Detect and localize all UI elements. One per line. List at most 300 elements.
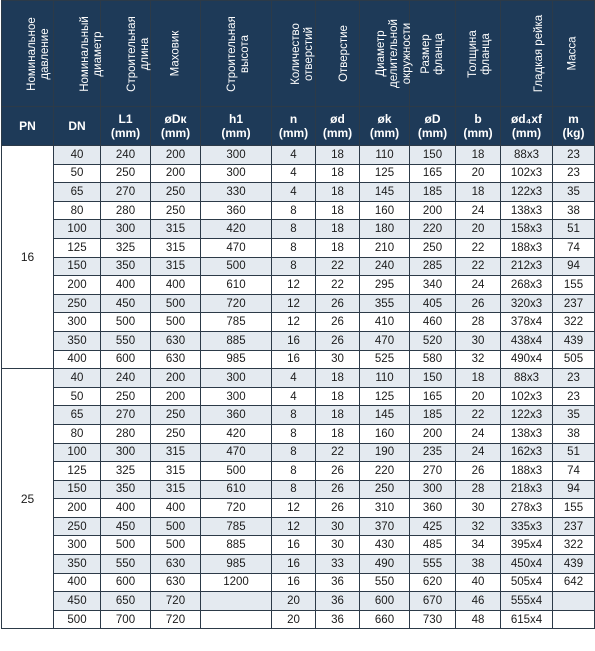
table-cell: 438x4 <box>501 331 553 350</box>
table-cell: 425 <box>410 517 456 536</box>
table-cell: 450 <box>54 592 101 611</box>
table-cell: 4 <box>272 164 316 183</box>
table-cell: 74 <box>553 462 595 481</box>
table-cell: 35 <box>553 183 595 202</box>
table-cell: 500 <box>151 517 201 536</box>
table-cell: 500 <box>151 313 201 332</box>
table-cell: 200 <box>410 424 456 443</box>
table-cell: 500 <box>201 257 272 276</box>
table-cell: 250 <box>151 183 201 202</box>
table-cell: 200 <box>54 276 101 295</box>
table-cell: 270 <box>101 183 151 202</box>
table-cell: 322 <box>553 313 595 332</box>
table-cell: 555 <box>410 555 456 574</box>
col-header-l1: Строительная длина <box>101 1 151 107</box>
pressure-cell: 25 <box>2 369 54 629</box>
table-cell: 74 <box>553 238 595 257</box>
table-cell: 18 <box>316 201 360 220</box>
table-cell: 500 <box>101 536 151 555</box>
col-header-d: Отверстие <box>316 1 360 107</box>
table-cell: 200 <box>54 499 101 518</box>
symbol-dk: øDк (mm) <box>151 107 201 146</box>
table-cell: 16 <box>272 555 316 574</box>
table-row <box>2 350 595 369</box>
table-cell: 18 <box>316 183 360 202</box>
table-cell: 138x3 <box>501 424 553 443</box>
table-row <box>2 462 595 481</box>
table-cell: 439 <box>553 331 595 350</box>
table-cell: 165 <box>410 387 456 406</box>
table-cell: 102x3 <box>501 164 553 183</box>
table-row <box>2 424 595 443</box>
table-cell: 12 <box>272 499 316 518</box>
table-cell: 35 <box>553 406 595 425</box>
table-row <box>2 610 595 629</box>
table-cell: 88x3 <box>501 146 553 165</box>
table-cell: 20 <box>272 592 316 611</box>
table-cell: 490x4 <box>501 350 553 369</box>
table-cell: 350 <box>101 257 151 276</box>
table-cell: 405 <box>410 294 456 313</box>
table-cell: 720 <box>151 610 201 629</box>
table-cell: 38 <box>456 555 501 574</box>
col-header-h1: Строительная высота <box>201 1 272 107</box>
table-cell: 550 <box>360 573 410 592</box>
table-cell: 985 <box>201 350 272 369</box>
table-cell: 885 <box>201 331 272 350</box>
table-row <box>2 592 595 611</box>
table-cell: 378x4 <box>501 313 553 332</box>
table-cell: 360 <box>410 499 456 518</box>
table-cell: 22 <box>456 406 501 425</box>
table-cell: 122x3 <box>501 183 553 202</box>
table-cell: 700 <box>101 610 151 629</box>
table-cell: 30 <box>316 536 360 555</box>
table-cell: 430 <box>360 536 410 555</box>
table-cell: 4 <box>272 146 316 165</box>
table-cell: 300 <box>54 313 101 332</box>
table-cell: 220 <box>360 462 410 481</box>
table-cell: 34 <box>456 536 501 555</box>
table-cell: 505 <box>553 350 595 369</box>
table-row <box>2 313 595 332</box>
table-cell: 785 <box>201 517 272 536</box>
table-cell: 8 <box>272 443 316 462</box>
table-cell: 270 <box>101 406 151 425</box>
table-cell: 300 <box>201 369 272 388</box>
table-cell: 630 <box>151 350 201 369</box>
symbol-D: øD (mm) <box>410 107 456 146</box>
table-cell: 450x4 <box>501 555 553 574</box>
table-cell: 420 <box>201 220 272 239</box>
table-cell: 110 <box>360 369 410 388</box>
table-cell: 16 <box>272 536 316 555</box>
table-cell: 155 <box>553 499 595 518</box>
table-cell: 285 <box>410 257 456 276</box>
col-header-b: Толщина фланца <box>456 1 501 107</box>
table-cell: 20 <box>456 164 501 183</box>
table-cell: 8 <box>272 257 316 276</box>
symbol-pn: PN <box>2 107 54 146</box>
table-cell: 280 <box>101 424 151 443</box>
table-row <box>2 573 595 592</box>
table-cell: 490 <box>360 555 410 574</box>
col-header-df: Гладкая рейка <box>501 1 553 107</box>
table-cell: 50 <box>54 387 101 406</box>
table-cell: 610 <box>201 276 272 295</box>
table-cell: 315 <box>151 443 201 462</box>
table-cell: 310 <box>360 499 410 518</box>
table-cell: 46 <box>456 592 501 611</box>
table-cell: 22 <box>316 276 360 295</box>
table-cell: 250 <box>101 164 151 183</box>
table-cell: 237 <box>553 294 595 313</box>
table-cell: 315 <box>151 238 201 257</box>
table-cell: 138x3 <box>501 201 553 220</box>
table-cell: 300 <box>201 146 272 165</box>
table-cell: 100 <box>54 220 101 239</box>
col-header-pn: Номинальное давление <box>2 1 54 107</box>
table-cell: 80 <box>54 424 101 443</box>
table-cell: 250 <box>151 424 201 443</box>
table-cell: 200 <box>410 201 456 220</box>
table-cell: 30 <box>316 517 360 536</box>
table-cell: 38 <box>553 201 595 220</box>
table-cell: 278x3 <box>501 499 553 518</box>
table-cell: 51 <box>553 220 595 239</box>
table-cell: 785 <box>201 313 272 332</box>
table-cell: 24 <box>456 276 501 295</box>
table-cell: 322 <box>553 536 595 555</box>
table-cell: 36 <box>316 592 360 611</box>
table-cell: 340 <box>410 276 456 295</box>
table-cell: 300 <box>201 387 272 406</box>
table-cell: 188x3 <box>501 462 553 481</box>
table-cell: 450 <box>101 517 151 536</box>
table-cell: 268x3 <box>501 276 553 295</box>
table-cell: 400 <box>54 350 101 369</box>
table-cell: 350 <box>54 331 101 350</box>
table-cell: 500 <box>101 313 151 332</box>
table-cell: 730 <box>410 610 456 629</box>
table-cell: 439 <box>553 555 595 574</box>
table-body <box>2 146 595 629</box>
table-cell: 220 <box>410 220 456 239</box>
table-cell: 600 <box>101 350 151 369</box>
table-cell: 150 <box>410 146 456 165</box>
table-cell: 985 <box>201 555 272 574</box>
table-cell: 885 <box>201 536 272 555</box>
table-cell: 150 <box>410 369 456 388</box>
table-cell: 30 <box>316 350 360 369</box>
table-cell: 355 <box>360 294 410 313</box>
table-cell: 26 <box>316 480 360 499</box>
table-cell: 300 <box>410 480 456 499</box>
table-cell: 185 <box>410 183 456 202</box>
table-cell: 615x4 <box>501 610 553 629</box>
table-cell: 36 <box>316 610 360 629</box>
table-cell: 22 <box>456 257 501 276</box>
table-cell: 65 <box>54 183 101 202</box>
table-cell: 18 <box>456 369 501 388</box>
table-cell: 8 <box>272 480 316 499</box>
table-cell: 670 <box>410 592 456 611</box>
table-cell: 18 <box>316 387 360 406</box>
table-cell: 250 <box>151 201 201 220</box>
table-cell: 315 <box>151 462 201 481</box>
table-row <box>2 220 595 239</box>
table-cell: 235 <box>410 443 456 462</box>
col-header-dk: Маховик <box>151 1 201 107</box>
table-cell: 642 <box>553 573 595 592</box>
table-cell: 23 <box>553 387 595 406</box>
symbol-df: ød₄xf (mm) <box>501 107 553 146</box>
table-cell: 18 <box>316 369 360 388</box>
symbol-m: m (kg) <box>553 107 595 146</box>
table-cell: 23 <box>553 164 595 183</box>
symbol-h1: h1 (mm) <box>201 107 272 146</box>
table-cell: 400 <box>101 499 151 518</box>
table-cell: 80 <box>54 201 101 220</box>
table-cell: 470 <box>201 238 272 257</box>
table-cell: 330 <box>201 183 272 202</box>
valve-dimensions-table <box>1 0 595 629</box>
table-cell: 320x3 <box>501 294 553 313</box>
table-cell: 250 <box>101 387 151 406</box>
table-cell: 102x3 <box>501 387 553 406</box>
table-cell: 20 <box>456 220 501 239</box>
table-cell: 26 <box>456 462 501 481</box>
table-cell: 12 <box>272 276 316 295</box>
table-cell: 65 <box>54 406 101 425</box>
table-cell: 550 <box>101 331 151 350</box>
table-cell: 500 <box>201 462 272 481</box>
table-cell: 300 <box>101 443 151 462</box>
table-cell: 51 <box>553 443 595 462</box>
table-cell: 36 <box>316 573 360 592</box>
table-cell: 94 <box>553 480 595 499</box>
table-cell: 16 <box>272 331 316 350</box>
table-cell: 18 <box>316 220 360 239</box>
table-cell: 325 <box>101 238 151 257</box>
table-cell: 460 <box>410 313 456 332</box>
table-cell: 28 <box>456 313 501 332</box>
symbol-d: ød (mm) <box>316 107 360 146</box>
table-cell: 26 <box>456 294 501 313</box>
table-cell: 48 <box>456 610 501 629</box>
table-cell: 500 <box>151 536 201 555</box>
table-cell: 250 <box>410 238 456 257</box>
table-cell: 125 <box>54 238 101 257</box>
table-cell: 23 <box>553 146 595 165</box>
table-cell: 4 <box>272 369 316 388</box>
table-cell: 33 <box>316 555 360 574</box>
table-cell: 400 <box>54 573 101 592</box>
table-row <box>2 257 595 276</box>
table-cell: 360 <box>201 406 272 425</box>
table-cell: 630 <box>151 555 201 574</box>
table-cell: 26 <box>316 294 360 313</box>
table-row <box>2 387 595 406</box>
symbol-b: b (mm) <box>456 107 501 146</box>
table-cell: 8 <box>272 424 316 443</box>
table-cell: 24 <box>456 424 501 443</box>
table-cell: 16 <box>272 350 316 369</box>
pressure-cell: 16 <box>2 146 54 369</box>
table-cell: 125 <box>54 462 101 481</box>
table-cell: 250 <box>360 480 410 499</box>
table-cell: 100 <box>54 443 101 462</box>
table-cell: 350 <box>54 555 101 574</box>
table-cell: 162x3 <box>501 443 553 462</box>
col-header-m: Масса <box>553 1 595 107</box>
table-cell: 400 <box>151 499 201 518</box>
table-cell: 630 <box>151 331 201 350</box>
table-cell: 550 <box>101 555 151 574</box>
table-cell: 237 <box>553 517 595 536</box>
table-cell: 520 <box>410 331 456 350</box>
table-cell: 650 <box>101 592 151 611</box>
table-cell: 12 <box>272 313 316 332</box>
table-cell: 555x4 <box>501 592 553 611</box>
table-cell: 325 <box>101 462 151 481</box>
table-row <box>2 480 595 499</box>
table-cell: 180 <box>360 220 410 239</box>
table-cell: 295 <box>360 276 410 295</box>
table-cell: 370 <box>360 517 410 536</box>
table-cell: 210 <box>360 238 410 257</box>
table-cell: 18 <box>456 146 501 165</box>
table-cell: 505x4 <box>501 573 553 592</box>
table-cell <box>201 592 272 611</box>
table-cell: 8 <box>272 406 316 425</box>
table-cell: 270 <box>410 462 456 481</box>
table-cell: 40 <box>456 573 501 592</box>
table-cell: 155 <box>553 276 595 295</box>
col-header-dn: Номинальный диаметр <box>54 1 101 107</box>
table-cell: 18 <box>456 183 501 202</box>
table-row <box>2 238 595 257</box>
table-cell: 200 <box>151 369 201 388</box>
table-cell: 400 <box>101 276 151 295</box>
table-cell: 1200 <box>201 573 272 592</box>
table-cell: 240 <box>101 146 151 165</box>
table-cell: 150 <box>54 257 101 276</box>
table-cell: 26 <box>316 499 360 518</box>
table-cell: 26 <box>316 331 360 350</box>
table-cell: 410 <box>360 313 410 332</box>
table-cell: 22 <box>316 443 360 462</box>
table-cell: 420 <box>201 424 272 443</box>
table-cell: 30 <box>456 499 501 518</box>
symbol-dn: DN <box>54 107 101 146</box>
table-row <box>2 183 595 202</box>
symbol-k: øk (mm) <box>360 107 410 146</box>
table-cell: 4 <box>272 387 316 406</box>
table-row <box>2 499 595 518</box>
table-cell: 110 <box>360 146 410 165</box>
table-cell: 240 <box>360 257 410 276</box>
table-cell: 660 <box>360 610 410 629</box>
table-cell: 88x3 <box>501 369 553 388</box>
col-header-n: Количество отверстий <box>272 1 316 107</box>
symbol-n: n (mm) <box>272 107 316 146</box>
table-cell: 150 <box>54 480 101 499</box>
table-cell: 600 <box>101 573 151 592</box>
table-cell: 8 <box>272 238 316 257</box>
table-cell: 125 <box>360 387 410 406</box>
table-cell: 24 <box>456 201 501 220</box>
table-cell: 23 <box>553 369 595 388</box>
table-cell: 212x3 <box>501 257 553 276</box>
table-cell <box>201 610 272 629</box>
table-cell: 620 <box>410 573 456 592</box>
table-cell: 300 <box>101 220 151 239</box>
table-cell: 610 <box>201 480 272 499</box>
table-cell: 12 <box>272 294 316 313</box>
table-cell: 500 <box>151 294 201 313</box>
table-cell: 165 <box>410 164 456 183</box>
table-cell: 28 <box>456 480 501 499</box>
table-cell: 500 <box>54 610 101 629</box>
table-cell: 250 <box>54 517 101 536</box>
table-cell: 300 <box>201 164 272 183</box>
table-row <box>2 443 595 462</box>
table-cell: 50 <box>54 164 101 183</box>
table-cell: 720 <box>201 499 272 518</box>
table-cell: 190 <box>360 443 410 462</box>
table-cell: 525 <box>360 350 410 369</box>
table-cell: 630 <box>151 573 201 592</box>
table-cell: 360 <box>201 201 272 220</box>
table-row <box>2 164 595 183</box>
table-row <box>2 276 595 295</box>
table-cell: 315 <box>151 480 201 499</box>
symbol-row <box>2 107 595 146</box>
table-cell: 335x3 <box>501 517 553 536</box>
table-cell: 8 <box>272 220 316 239</box>
table-cell: 22 <box>456 238 501 257</box>
table-cell: 122x3 <box>501 406 553 425</box>
table-row <box>2 201 595 220</box>
table-cell: 145 <box>360 406 410 425</box>
table-cell: 18 <box>316 424 360 443</box>
table-row <box>2 517 595 536</box>
table-cell: 20 <box>272 610 316 629</box>
table-cell: 160 <box>360 201 410 220</box>
table-row <box>2 146 595 165</box>
table-cell: 470 <box>360 331 410 350</box>
table-cell: 26 <box>316 313 360 332</box>
table-cell: 580 <box>410 350 456 369</box>
table-cell: 30 <box>456 331 501 350</box>
table-cell: 200 <box>151 387 201 406</box>
table-cell: 4 <box>272 183 316 202</box>
table-cell: 18 <box>316 406 360 425</box>
table-row <box>2 555 595 574</box>
table-row <box>2 406 595 425</box>
table-cell: 40 <box>54 369 101 388</box>
table-cell: 315 <box>151 257 201 276</box>
table-cell: 400 <box>151 276 201 295</box>
table-cell: 26 <box>316 462 360 481</box>
table-row <box>2 331 595 350</box>
col-header-k: Диаметр делительной окружности <box>360 1 410 107</box>
table-cell: 8 <box>272 462 316 481</box>
table-cell: 200 <box>151 164 201 183</box>
col-header-D: Размер фланца <box>410 1 456 107</box>
table-cell: 32 <box>456 517 501 536</box>
